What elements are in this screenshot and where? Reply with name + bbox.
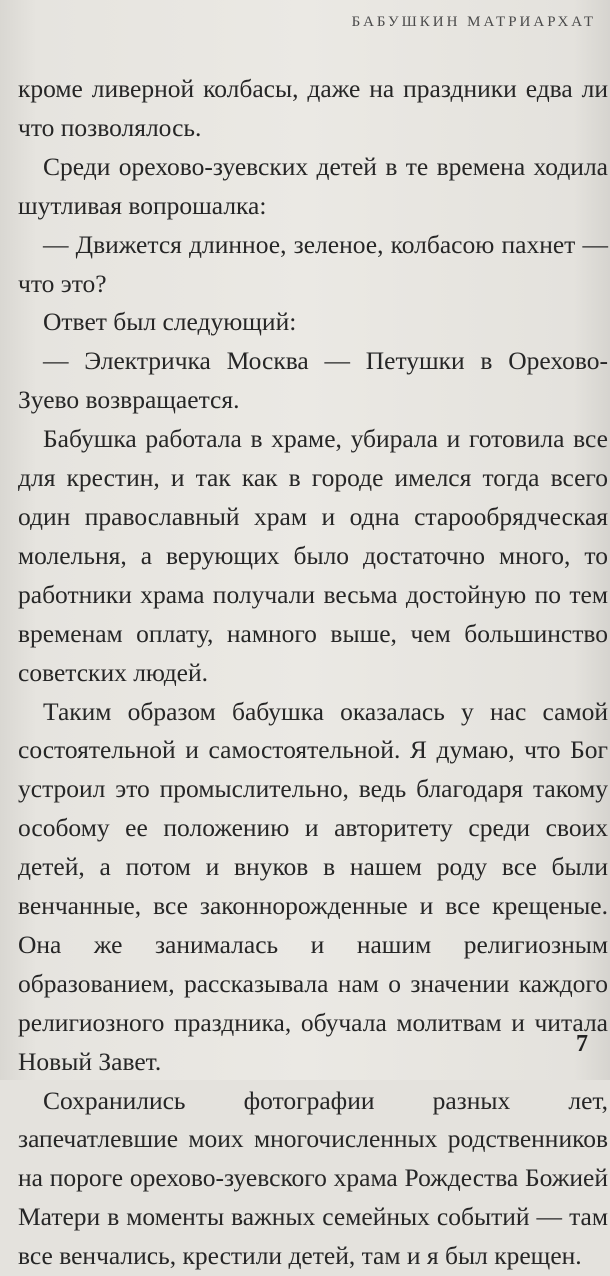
paragraph: — Движется длинное, зеленое, колбасою пахнет — что это? <box>18 229 608 298</box>
body-text <box>18 70 608 1276</box>
paragraph: Таким образом бабушка оказалась у нас самой состоятельной и самостоятельной. Я думаю, что Бог устроил это промыслительно, ведь благодаря такому особому ее положению и авторитету среди своих детей, а потом и внуков в нашем роду все были венчанные, все законнорожденные и все крещеные. Она же занималась и нашим религиозным образованием, рассказывала нам о значении каждого религиозного праздника, обучала молитвам и читала Новый Завет. <box>18 696 608 1076</box>
paragraph: Среди орехово-зуевских детей в те времена ходила шутливая вопрошалка: <box>18 151 608 220</box>
paragraph: Ответ был следующий: <box>43 307 297 337</box>
paragraph: Сохранились фотографии разных лет, запечатлевшие моих многочисленных родственников на пороге орехово-зуевского храма Рождества Божией Матери в моменты важных семейных событий — там все венчались, крестили детей, там и я был крещен. <box>18 1085 608 1271</box>
paragraph: кроме ливерной колбасы, даже на праздники едва ли что позволялось. <box>18 74 608 142</box>
paragraph: — Электричка Москва — Петушки в Орехово-Зуево возвращается. <box>18 346 608 415</box>
page-number: 7 <box>576 1031 588 1057</box>
running-head: БАБУШКИН МАТРИАРХАТ <box>351 14 596 30</box>
paragraph: Бабушка работала в храме, убирала и готовила все для крестин, и так как в городе имелся тогда всего один православный храм и одна старообрядческая молельня, а верующих было достаточно много, то работники храма получали весьма достойную по тем временам оплату, намного выше, чем большинство советских людей. <box>18 424 608 687</box>
